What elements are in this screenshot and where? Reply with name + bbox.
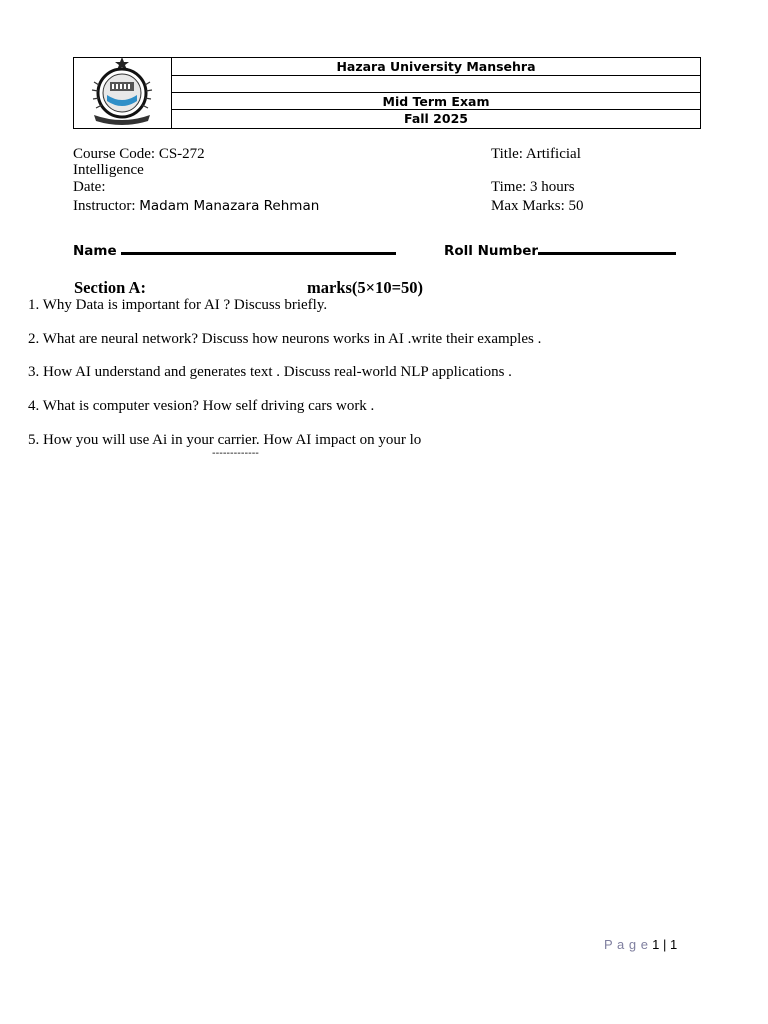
header-empty-row <box>172 76 700 93</box>
course-title-continued: Intelligence <box>73 162 144 178</box>
instructor <box>73 198 319 215</box>
roll-number-label: Roll Number <box>444 243 539 259</box>
end-divider: ------------- <box>212 448 259 459</box>
question-1: 1. Why Data is important for AI ? Discuss briefly. <box>28 297 328 313</box>
exam-date: Date: <box>73 179 106 195</box>
question-5: 5. How you will use Ai in your carrier. How AI impact on your lo <box>28 432 422 448</box>
question-4: 4. What is computer vesion? How self driving cars work . <box>28 398 375 414</box>
page-number: 1 <box>652 937 660 952</box>
exam-header-table <box>73 57 701 129</box>
exam-time: Time: 3 hours <box>491 179 575 195</box>
section-marks: marks(5×10=50) <box>307 278 423 297</box>
roll-number-field[interactable] <box>444 243 676 259</box>
question-2: 2. What are neural network? Discuss how neurons works in AI .write their examples . <box>28 331 542 347</box>
total-pages: 1 <box>669 937 678 952</box>
max-marks: Max Marks: 50 <box>491 198 584 214</box>
name-field[interactable] <box>73 243 396 259</box>
page-footer <box>604 937 677 952</box>
page-word: P a g e <box>604 937 649 952</box>
exam-term: Fall 2025 <box>404 111 468 126</box>
exam-title: Mid Term Exam <box>172 93 700 110</box>
page-separator: | <box>662 937 667 952</box>
section-title: Section A: <box>74 278 146 297</box>
university-seal-icon <box>82 55 162 127</box>
name-label: Name <box>73 243 117 259</box>
question-3: 3. How AI understand and generates text . Discuss real-world NLP applications . <box>28 364 512 380</box>
instructor-name: Madam Manazara Rehman <box>139 198 320 214</box>
university-name: Hazara University Mansehra <box>172 58 700 76</box>
instructor-label: Instructor: <box>73 198 140 214</box>
roll-number-blank-line[interactable] <box>538 252 676 255</box>
logo-cell <box>74 58 172 128</box>
course-title: Title: Artificial <box>491 146 581 162</box>
name-blank-line[interactable] <box>121 252 396 255</box>
course-code: Course Code: CS-272 <box>73 146 205 162</box>
